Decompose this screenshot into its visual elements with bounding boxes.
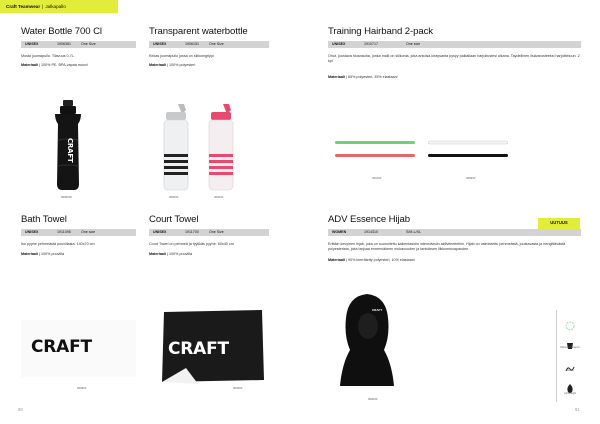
product-material: Materiaali | 90% kierrätetty polyesteri, 10% elastaani bbox=[328, 258, 415, 262]
spec-size: One Size bbox=[209, 230, 224, 234]
material-label: Materiaali bbox=[328, 75, 346, 79]
spec-article: 1906381 bbox=[57, 42, 71, 46]
material-label: Materiaali bbox=[149, 252, 167, 256]
spec-size: One size bbox=[406, 42, 421, 46]
spec-article: 1911095 bbox=[57, 230, 71, 234]
product-material: Materiaali | 65% polyesteri, 35% elastaani bbox=[328, 75, 398, 79]
spec-bar bbox=[328, 229, 581, 236]
spec-bar bbox=[21, 229, 136, 236]
craft-logo: CRAFT bbox=[31, 337, 92, 357]
product-image-hairband-green-red bbox=[335, 138, 415, 167]
spec-bar bbox=[21, 41, 136, 48]
section-tag bbox=[0, 0, 118, 13]
spec-size: One size bbox=[81, 230, 96, 234]
material-value: 90% kierrätetty polyesteri, 10% elastaani bbox=[348, 258, 415, 262]
spec-bar bbox=[149, 41, 269, 48]
product-material: Materiaali | 100% puuvilla bbox=[149, 252, 192, 256]
brand-name: Craft Teamwear bbox=[6, 4, 41, 9]
material-value: 100% puuvilla bbox=[41, 252, 64, 256]
spec-size: One Size bbox=[81, 42, 96, 46]
spec-bar bbox=[149, 229, 269, 236]
product-description: Musta juomapullo. Tilavuus 0,7L. bbox=[21, 54, 75, 58]
product-title: Transparent waterbottle bbox=[149, 26, 248, 37]
new-badge: UUTUUS bbox=[538, 218, 580, 229]
color-code: 999900 bbox=[466, 176, 476, 180]
spec-size: S/M-L/XL bbox=[406, 230, 421, 234]
color-code: 999000 bbox=[368, 397, 378, 401]
product-material: Materiaali | 100% PE. BPA-vapaa muovi bbox=[21, 63, 88, 67]
product-title: Water Bottle 700 Cl bbox=[21, 26, 102, 37]
spec-bar bbox=[328, 41, 581, 48]
page-number-left: 90 bbox=[18, 407, 23, 412]
material-label: Materiaali bbox=[149, 63, 167, 67]
material-label: Materiaali bbox=[21, 63, 39, 67]
lightweight-icon bbox=[566, 381, 574, 399]
recycle-icon bbox=[565, 318, 575, 336]
product-material: Materiaali | 100% puuvilla bbox=[21, 252, 64, 256]
product-image-hairband-white-black bbox=[428, 138, 508, 167]
material-label: Materiaali bbox=[328, 258, 346, 262]
product-description: Iso pyyhe pehmeästä puuvillasta. 140x70 cm bbox=[21, 242, 95, 246]
color-code: 361000 bbox=[372, 176, 382, 180]
spec-size: One Size bbox=[209, 42, 224, 46]
color-code: 999000 bbox=[169, 195, 179, 199]
page-number-right: 91 bbox=[575, 407, 580, 412]
moisture-label: Moisture transport bbox=[560, 346, 580, 349]
product-image-water-bottle bbox=[48, 100, 88, 197]
craft-logo: CRAFT bbox=[372, 308, 383, 312]
spec-article: 1910717 bbox=[364, 42, 378, 46]
material-value: 100% puuvilla bbox=[169, 252, 192, 256]
spec-gender: UNISEX bbox=[25, 230, 39, 234]
product-title: Training Hairband 2-pack bbox=[328, 26, 433, 37]
spec-gender: UNISEX bbox=[153, 42, 167, 46]
stretch-label: Stretch bbox=[566, 369, 574, 372]
material-value: 100% PE. BPA-vapaa muovi bbox=[41, 63, 88, 67]
product-title: Court Towel bbox=[149, 214, 199, 225]
product-description: Kirkas juomapullo jossa on silikonigrippi bbox=[149, 54, 214, 58]
product-description: Ohut, joustava hiusnauha, jonka malli on silikonia, joka antoisa kiraysanta pysyy paikallaan harjoitustesi aikana. Taydellinen lisävarusteeksi harjoitteluun. 2 kpl bbox=[328, 54, 580, 64]
spec-gender: UNISEX bbox=[332, 42, 346, 46]
spec-gender: WOMEN bbox=[332, 230, 347, 234]
product-image-hijab bbox=[338, 292, 396, 395]
product-title: Bath Towel bbox=[21, 214, 67, 225]
tag-separator: | bbox=[42, 4, 44, 9]
icon-divider bbox=[556, 310, 557, 402]
spec-gender: UNISEX bbox=[153, 230, 167, 234]
spec-article: 1914310 bbox=[364, 230, 378, 234]
product-material: Materiaali | 100% polyesteri bbox=[149, 63, 196, 67]
craft-logo: CRAFT bbox=[66, 138, 74, 163]
product-description: Court Towel on pehmeä ja tyylikäs pyyhe. 60x40 cm bbox=[149, 242, 234, 246]
color-code: 9999000 bbox=[61, 195, 72, 199]
product-image-court-towel bbox=[158, 308, 270, 389]
lightweight-label: Lightweight bbox=[563, 392, 577, 395]
product-image-clear-bottle-pink bbox=[203, 104, 239, 197]
color-code: 900900 bbox=[233, 386, 243, 390]
spec-gender: UNISEX bbox=[25, 42, 39, 46]
product-image-clear-bottle-black bbox=[158, 104, 194, 197]
product-title: ADV Essence Hijab bbox=[328, 214, 411, 225]
spec-article: 1906151 bbox=[185, 42, 199, 46]
material-value: 100% polyesteri bbox=[169, 63, 196, 67]
color-code: 460000 bbox=[214, 195, 224, 199]
material-value: 65% polyesteri, 35% elastaani bbox=[348, 75, 398, 79]
color-code: 999900 bbox=[77, 386, 87, 390]
product-description: Erittäin kevyinen hijab, joka on suunniteltu kaikentasoiin intensiivisiin aktiviteetteihin. Hijab on valmistettu pehmeästä, joustavasta ja hengittävästä polyesterista, joka tarjoaa ennennäkeen mukavuuden ja fantoiksen liikkumisvapauden. bbox=[328, 242, 566, 252]
section-name: Jalkapallo bbox=[45, 4, 66, 9]
material-label: Materiaali bbox=[21, 252, 39, 256]
product-image-bath-towel bbox=[21, 320, 136, 377]
craft-logo: CRAFT bbox=[168, 339, 229, 359]
spec-article: 1911700 bbox=[185, 230, 199, 234]
